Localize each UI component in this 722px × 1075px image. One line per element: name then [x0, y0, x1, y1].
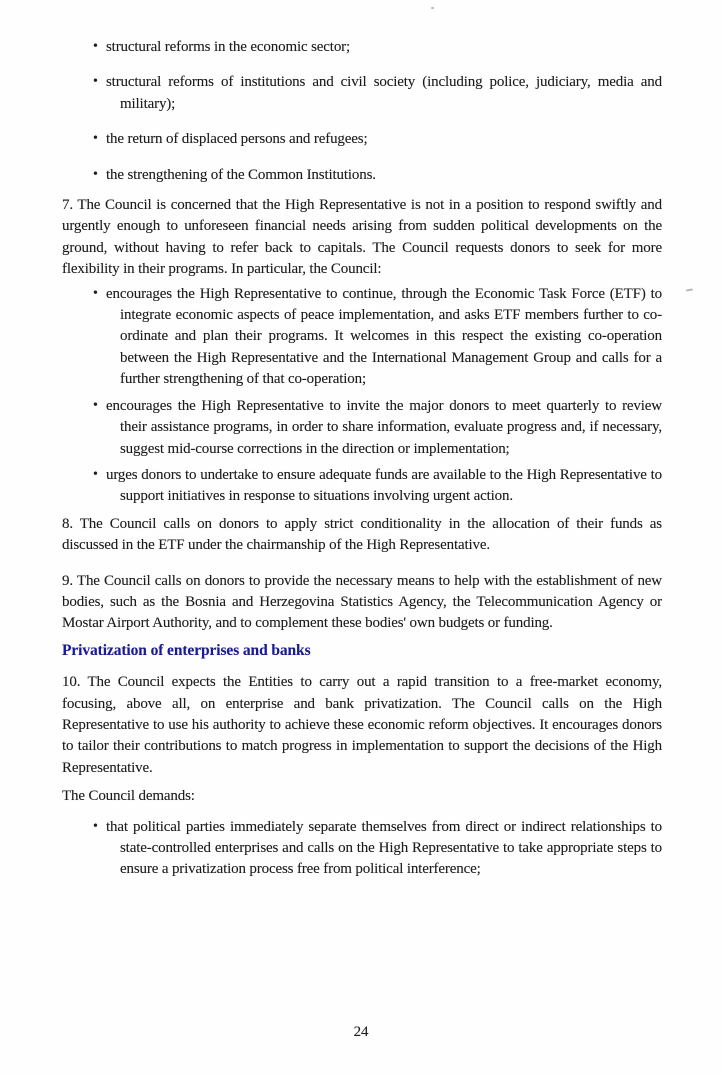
list-item — [93, 165, 662, 186]
council-bullet-list — [62, 284, 662, 508]
scan-speck — [431, 7, 434, 9]
demands-bullet-list — [62, 817, 662, 881]
bullet-text: urges donors to undertake to ensure adequate funds are available to the High Representative to support initiatives in response to situations involving urgent action. — [106, 466, 662, 505]
bullet-text: encourages the High Representative to continue, through the Economic Task Force (ETF) to integrate economic aspects of peace implementation, and asks ETF members further to co-ordinate and plan their programs. It welcomes in this respect the existing co-operation between the High Representative and the International Management Group and calls for a further strengthening of that co-operation; — [106, 285, 662, 388]
paragraph-10: 10. The Council expects the Entities to carry out a rapid transition to a free-market economy, focusing, above all, on enterprise and bank privatization. The Council calls on the High Representative to use his authority to achieve these economic reform objectives. It encourages donors to tailor their contributions to match progress in implementation to support the decisions of the High Representative. — [62, 674, 662, 776]
bullet-icon: • — [93, 818, 98, 834]
demands-lead-text: The Council demands: — [62, 788, 195, 805]
bullet-icon: • — [93, 39, 98, 54]
bullet-icon: • — [93, 397, 98, 413]
paragraph-8: 8. The Council calls on donors to apply strict conditionality in the allocation of their funds as discussed in the ETF under the chairmanship of the High Representative. — [62, 515, 662, 554]
scan-speck — [686, 289, 693, 292]
bullet-text: the return of displaced persons and refugees; — [106, 131, 368, 148]
page-number: 24 — [353, 1024, 369, 1040]
bullet-icon: • — [93, 285, 98, 301]
bullet-text: encourages the High Representative to invite the major donors to meet quarterly to review their assistance programs, in order to share information, evaluate progress and, if necessary, suggest mid-course corrections in the direction or implementation; — [106, 397, 662, 457]
intro-bullet-list — [62, 37, 662, 186]
section-heading-privatization: Privatization of enterprises and banks — [62, 641, 311, 659]
bullet-icon: • — [93, 166, 98, 182]
bullet-text: the strengthening of the Common Institutions. — [106, 166, 376, 183]
list-item — [93, 817, 662, 881]
document-body — [62, 37, 662, 881]
bullet-text: structural reforms of institutions and civil society (including police, judiciary, media and military); — [106, 74, 662, 112]
list-item — [93, 284, 662, 391]
list-item — [93, 129, 662, 150]
bullet-icon: • — [93, 131, 98, 147]
bullet-text: structural reforms in the economic sector; — [106, 39, 351, 55]
bullet-icon: • — [93, 74, 98, 90]
paragraph-7: 7. The Council is concerned that the High Representative is not in a position to respond swiftly and urgently enough to unforeseen financial needs arising from sudden political developments on the ground, without having to refer back to capitals. The Council requests donors to seek for more flexibility in their programs. In particular, the Council: — [62, 197, 662, 278]
list-item — [93, 37, 662, 58]
list-item — [93, 396, 662, 460]
bullet-icon: • — [93, 466, 98, 482]
list-item — [93, 72, 662, 115]
bullet-text: that political parties immediately separate themselves from direct or indirect relationships to state-controlled enterprises and calls on the High Representative to take appropriate steps to ensure a privatization process free from political interference; — [106, 818, 662, 878]
list-item — [93, 465, 662, 508]
paragraph-9: 9. The Council calls on donors to provide the necessary means to help with the establishment of new bodies, such as the Bosnia and Herzegovina Statistics Agency, the Telecommunication Agency or Mostar Airport Authority, and to complement these bodies' own budgets or funding. — [62, 572, 662, 632]
